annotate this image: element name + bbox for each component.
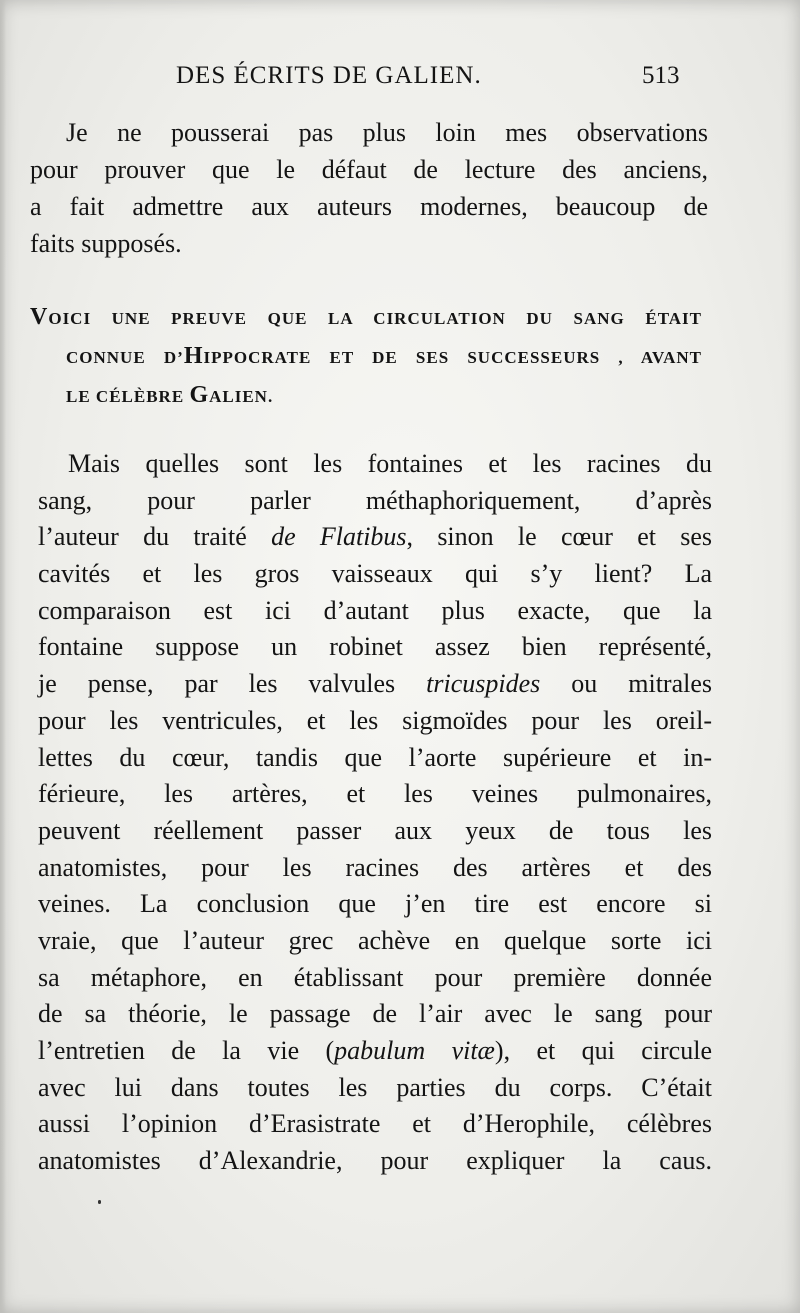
text-line: avec lui dans toutes les parties du corps. C’était (38, 1072, 712, 1102)
text-line: vraie, que l’auteur grec achève en quelque sorte ici (38, 925, 712, 955)
heading-capital: V (30, 304, 49, 330)
text-line (38, 666, 712, 703)
paragraph-observations (30, 114, 708, 262)
heading-text: IPPOCRATE ET DE SES SUCCESSEURS , AVANT (203, 348, 702, 367)
italic-term: pabulum vitæ (334, 1036, 495, 1065)
ink-speck (98, 1200, 101, 1204)
page-header (0, 62, 800, 102)
heading-capital: H (183, 343, 204, 369)
running-head: DES ÉCRITS DE GALIEN. (176, 62, 482, 89)
text-line: lettes du cœur, tandis que l’aorte supérieure et in- (38, 742, 712, 772)
text-line: férieure, les artères, et les veines pulmonaires, (38, 779, 712, 809)
heading-line (30, 298, 702, 337)
text-line: aussi l’opinion d’Erasistrate et d’Herophile, célèbres (38, 1109, 712, 1139)
text-line: Je ne pousserai pas plus loin mes observations (66, 118, 708, 147)
text-line: cavités et les gros vaisseaux qui s’y lient? La (38, 559, 712, 589)
text-run: je pense, par les valvules (38, 669, 427, 699)
text-run: ou mitrales (540, 669, 712, 699)
text-run: l’auteur du traité (38, 522, 272, 552)
text-line: anatomistes d’Alexandrie, pour expliquer la caus. (38, 1146, 712, 1176)
section-heading (30, 298, 702, 415)
text-line: comparaison est ici d’autant plus exacte, que la (38, 595, 712, 625)
italic-title: de Flatibus (271, 522, 407, 552)
text-line: a fait admettre aux auteurs modernes, beaucoup de (30, 192, 708, 221)
text-line: sa métaphore, en établissant pour première donnée (38, 962, 712, 992)
heading-text: ALIEN. (209, 387, 274, 406)
text-line: veines. La conclusion que j’en tire est encore si (38, 889, 712, 919)
text-line (38, 1033, 712, 1070)
text-line: fontaine suppose un robinet assez bien représenté, (38, 632, 712, 662)
text-line: pour prouver que le défaut de lecture des anciens, (30, 155, 708, 184)
text-line: sang, pour parler méthaphoriquement, d’après (38, 485, 712, 515)
heading-line (30, 337, 702, 376)
heading-text: LE CÉLÈBRE (66, 387, 190, 406)
page-gutter-shadow (0, 0, 6, 1313)
italic-term: tricuspides (426, 669, 541, 699)
page-number: 513 (642, 62, 680, 89)
text-line: faits supposés. (30, 229, 182, 258)
heading-capital: G (189, 382, 210, 408)
text-run: ), et qui circule (494, 1036, 712, 1065)
text-line: de sa théorie, le passage de l’air avec le sang pour (38, 999, 712, 1029)
heading-text: OICI UNE PREUVE QUE LA CIRCULATION DU SANG ÉTAIT (48, 309, 702, 328)
text-run: , sinon le cœur et ses (406, 522, 712, 552)
heading-line (30, 376, 702, 415)
text-line (38, 519, 712, 556)
text-line: peuvent réellement passer aux yeux de tous les (38, 815, 712, 845)
paragraph-fontaines (38, 446, 712, 1180)
text-line: Mais quelles sont les fontaines et les racines du (68, 449, 712, 478)
heading-text: CONNUE D’ (66, 348, 184, 367)
text-run: l’entretien de la vie ( (38, 1036, 335, 1065)
text-line: anatomistes, pour les racines des artères et des (38, 852, 712, 882)
text-line: pour les ventricules, et les sigmoïdes pour les oreil- (38, 705, 712, 735)
